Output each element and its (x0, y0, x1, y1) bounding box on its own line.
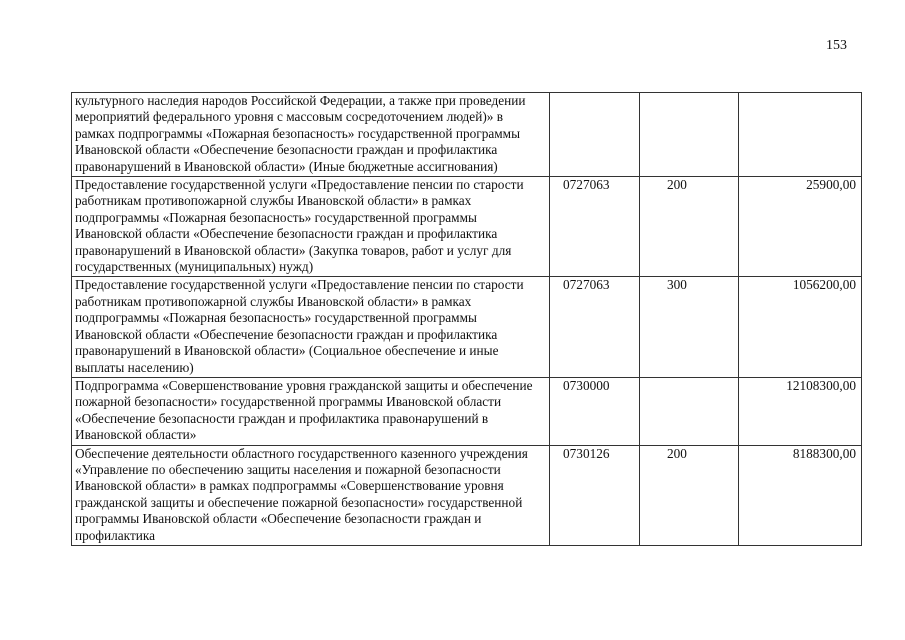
cell-target-article: 0730126 (550, 445, 640, 545)
page-number: 153 (826, 38, 847, 53)
cell-target-article: 0727063 (550, 177, 640, 277)
cell-expense-type (640, 93, 739, 177)
cell-expense-type: 200 (640, 445, 739, 545)
cell-name: Обеспечение деятельности областного государственного казенного учреждения «Управление по обеспечению защиты населения и пожарной безопасности Ивановской области» в рамках подпрограммы «Совершенствование уровня гражданской защиты и обеспечение пожарной безопасности» государственной программы Ивановской области «Обеспечение безопасности граждан и профилактика (72, 445, 550, 545)
cell-name: Подпрограмма «Совершенствование уровня гражданской защиты и обеспечение пожарной безопасности» государственной программы Ивановской области «Обеспечение безопасности граждан и профилактика правонарушений в Ивановской области» (72, 377, 550, 445)
budget-table (71, 92, 862, 546)
cell-target-article: 0730000 (550, 377, 640, 445)
cell-amount (739, 93, 862, 177)
table-row (72, 177, 862, 277)
cell-amount: 25900,00 (739, 177, 862, 277)
cell-name: Предоставление государственной услуги «Предоставление пенсии по старости работникам противопожарной службы Ивановской области» в рамках подпрограммы «Пожарная безопасность» государственной программы Ивановской области «Обеспечение безопасности граждан и профилактика правонарушений в Ивановской области» (Закупка товаров, работ и услуг для государственных (муниципальных) нужд) (72, 177, 550, 277)
cell-target-article: 0727063 (550, 277, 640, 377)
cell-amount: 1056200,00 (739, 277, 862, 377)
table-row (72, 377, 862, 445)
table-row (72, 277, 862, 377)
cell-target-article (550, 93, 640, 177)
table-row (72, 445, 862, 545)
cell-expense-type: 200 (640, 177, 739, 277)
cell-expense-type (640, 377, 739, 445)
cell-name: культурного наследия народов Российской Федерации, а также при проведении мероприятий федерального уровня с массовым сосредоточением людей)» в рамках подпрограммы «Пожарная безопасность» государственной программы Ивановской области «Обеспечение безопасности граждан и профилактика правонарушений в Ивановской области» (Иные бюджетные ассигнования) (72, 93, 550, 177)
table-row (72, 93, 862, 177)
cell-amount: 12108300,00 (739, 377, 862, 445)
cell-expense-type: 300 (640, 277, 739, 377)
cell-amount: 8188300,00 (739, 445, 862, 545)
cell-name: Предоставление государственной услуги «Предоставление пенсии по старости работникам противопожарной службы Ивановской области» в рамках подпрограммы «Пожарная безопасность» государственной программы Ивановской области «Обеспечение безопасности граждан и профилактика правонарушений в Ивановской области» (Социальное обеспечение и иные выплаты населению) (72, 277, 550, 377)
